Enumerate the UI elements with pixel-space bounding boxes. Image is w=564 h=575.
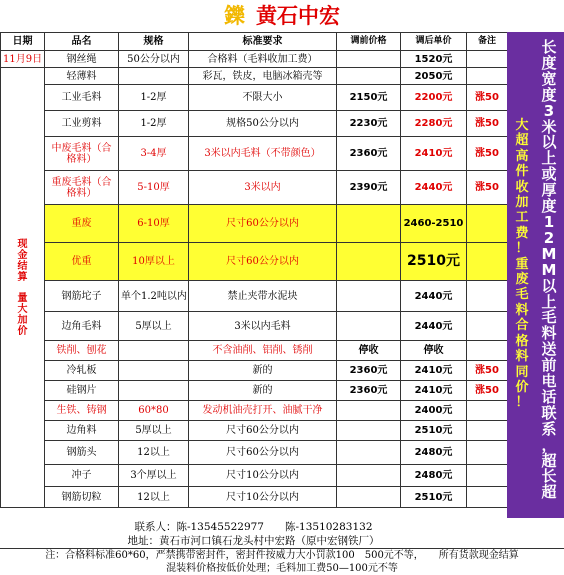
col-name: 品名	[45, 33, 119, 51]
table-row	[1, 341, 508, 361]
row-name: 硅钢片	[45, 381, 119, 401]
notice-char: 格	[515, 333, 529, 349]
table-row	[1, 361, 508, 381]
date-value: 11月9日	[1, 51, 45, 68]
notice-char: 3	[543, 101, 555, 120]
row-name: 生铁、铸钢	[45, 401, 119, 421]
table-row	[1, 281, 508, 312]
notice-char: 加	[515, 195, 529, 211]
notice-char: 2	[543, 228, 555, 247]
notice-char: 系	[541, 419, 557, 438]
row-spec: 5-10厚	[119, 171, 189, 205]
company-name: 黄石中宏	[256, 4, 341, 28]
table-row	[1, 51, 508, 68]
notice-char: 超	[541, 483, 557, 502]
notice-char: 以	[541, 133, 557, 152]
row-req: 3米以内毛料（不带颜色）	[189, 137, 337, 171]
notice-char: 米	[541, 117, 557, 136]
row-spec: 12以上	[119, 441, 189, 465]
row-before: 2360元	[337, 361, 401, 381]
row-after: 停收	[401, 341, 467, 361]
row-after: 2460-2510	[401, 205, 467, 243]
row-before	[337, 487, 401, 508]
row-note: 涨50	[467, 137, 508, 171]
row-note: 涨50	[467, 381, 508, 401]
table-row	[1, 312, 508, 341]
table-row-highlight	[1, 243, 508, 281]
notice-char: 超	[541, 451, 557, 470]
row-after: 2440元	[401, 281, 467, 312]
notice-char: 以	[541, 276, 557, 295]
row-name: 钢筋坨子	[45, 281, 119, 312]
table-row	[1, 465, 508, 487]
row-name: 轻薄料	[45, 68, 119, 85]
table-row	[1, 487, 508, 508]
row-after: 2510元	[401, 487, 467, 508]
row-after: 2410元	[401, 361, 467, 381]
row-after: 2280元	[401, 111, 467, 137]
row-name: 工业毛料	[45, 85, 119, 111]
footnote	[0, 548, 564, 575]
notice-char: 件	[515, 164, 529, 180]
row-req: 新的	[189, 381, 337, 401]
row-req: 尺寸60公分以内	[189, 205, 337, 243]
row-name: 工业剪料	[45, 111, 119, 137]
row-after: 2440元	[401, 312, 467, 341]
footnote-line-2: 混装料价格按低价处理；毛料加工费50—100元不等	[166, 563, 398, 574]
table-row	[1, 441, 508, 465]
row-name: 冷轧板	[45, 361, 119, 381]
notice-char: 上	[541, 292, 557, 311]
row-req: 3米以内毛料	[189, 312, 337, 341]
notice-char: 料	[541, 324, 557, 343]
row-before: 2390元	[337, 171, 401, 205]
row-after: 2410元	[401, 137, 467, 171]
row-after: 2050元	[401, 68, 467, 85]
notice-column-left	[513, 118, 531, 411]
row-req: 规格50公分以内	[189, 111, 337, 137]
notice-char: 电	[541, 372, 557, 391]
row-note	[467, 205, 508, 243]
col-spec: 规格	[119, 33, 189, 51]
row-note	[467, 465, 508, 487]
row-note	[467, 441, 508, 465]
row-req: 合格料（毛料收加工费）	[189, 51, 337, 68]
row-before	[337, 281, 401, 312]
notice-char: 1	[543, 212, 555, 231]
row-before	[337, 465, 401, 487]
notice-char: 长	[541, 38, 557, 56]
row-spec	[119, 68, 189, 85]
row-spec: 1-2厚	[119, 85, 189, 111]
notice-char: M	[541, 260, 557, 279]
row-req: 尺寸10公分以内	[189, 465, 337, 487]
row-note: 涨50	[467, 361, 508, 381]
table-header	[1, 33, 508, 51]
table-row	[1, 137, 508, 171]
side-text: 现 金 结 算 量 大 加 价	[1, 68, 45, 508]
notice-char: 话	[541, 387, 557, 406]
row-req: 尺寸60公分以内	[189, 421, 337, 441]
notice-char: 价	[515, 379, 529, 395]
table-row	[1, 421, 508, 441]
row-name: 铁削、刨花	[45, 341, 119, 361]
row-before: 停收	[337, 341, 401, 361]
row-name: 钢筋切粒	[45, 487, 119, 508]
notice-char: 大	[515, 118, 529, 133]
notice-char: 收	[515, 179, 529, 195]
notice-char: ！	[515, 395, 529, 411]
row-after: 2480元	[401, 465, 467, 487]
notice-char: M	[541, 244, 557, 263]
price-table	[0, 32, 508, 508]
row-spec: 50公分以内	[119, 51, 189, 68]
row-spec: 5厚以上	[119, 421, 189, 441]
row-spec: 3-4厚	[119, 137, 189, 171]
row-req: 彩瓦，铁皮，电脑冰箱壳等	[189, 68, 337, 85]
notice-char: 重	[515, 256, 529, 272]
notice-char: 毛	[515, 287, 529, 303]
row-after: 2440元	[401, 171, 467, 205]
row-spec	[119, 341, 189, 361]
header	[0, 0, 564, 32]
row-note	[467, 243, 508, 281]
row-name: 边角料	[45, 421, 119, 441]
side-notice-panel	[507, 32, 564, 518]
row-spec: 5厚以上	[119, 312, 189, 341]
row-note	[467, 341, 508, 361]
col-date: 日期	[1, 33, 45, 51]
row-after: 2480元	[401, 441, 467, 465]
notice-char: 废	[515, 272, 529, 288]
col-note: 备注	[467, 33, 508, 51]
col-before: 调前价格	[337, 33, 401, 51]
contact-line: 联系人：陈-13545522977 陈-13510283132	[134, 521, 373, 533]
table-row	[1, 171, 508, 205]
table-row	[1, 111, 508, 137]
row-note	[467, 312, 508, 341]
row-req: 不限大小	[189, 85, 337, 111]
notice-char: 工	[515, 210, 529, 226]
notice-char: ，	[541, 435, 557, 454]
row-req: 禁止夹带水泥块	[189, 281, 337, 312]
notice-char: 宽	[541, 69, 557, 88]
row-note	[467, 51, 508, 68]
row-note	[467, 68, 508, 85]
footnote-line-1: 注：合格料标准60*60，严禁携带密封件，密封件按威力大小罚款100 500元不等， 所有货款现金结算	[45, 550, 519, 561]
row-before: 2360元	[337, 137, 401, 171]
row-after: 2510元	[401, 243, 467, 281]
row-before	[337, 441, 401, 465]
row-before	[337, 51, 401, 68]
notice-char: 度	[541, 197, 557, 216]
notice-char: 度	[541, 85, 557, 104]
row-spec: 1-2厚	[119, 111, 189, 137]
row-spec: 单个1.2吨以内	[119, 281, 189, 312]
notice-char: 合	[515, 318, 529, 334]
row-req: 发动机油壳打开、油腻干净	[189, 401, 337, 421]
row-name: 边角毛料	[45, 312, 119, 341]
company-logo: 鑠	[223, 3, 245, 28]
notice-char: ！	[515, 241, 529, 257]
row-req: 3米以内	[189, 171, 337, 205]
table-row	[1, 85, 508, 111]
row-req: 尺寸10公分以内	[189, 487, 337, 508]
notice-char: 料	[515, 302, 529, 318]
notice-char: 度	[541, 53, 557, 72]
notice-char: 上	[541, 149, 557, 168]
row-name: 钢筋头	[45, 441, 119, 465]
row-note: 涨50	[467, 171, 508, 205]
row-name: 重废	[45, 205, 119, 243]
notice-char: 高	[515, 148, 529, 164]
row-spec: 3个厚以上	[119, 465, 189, 487]
notice-char: 料	[515, 349, 529, 365]
row-req: 新的	[189, 361, 337, 381]
notice-char: 超	[515, 133, 529, 149]
row-before: 2150元	[337, 85, 401, 111]
address-line: 地址：黄石市河口镇石龙头村中宏路（原中宏钢铁厂）	[127, 535, 380, 547]
row-name: 优重	[45, 243, 119, 281]
row-req: 不含油削、铝削、锈削	[189, 341, 337, 361]
row-name: 钢丝绳	[45, 51, 119, 68]
row-name: 中废毛料（合格料）	[45, 137, 119, 171]
row-note	[467, 487, 508, 508]
row-spec: 10厚以上	[119, 243, 189, 281]
notice-column-right	[540, 40, 558, 501]
notice-char: 送	[541, 340, 557, 359]
row-spec	[119, 361, 189, 381]
row-req: 尺寸60公分以内	[189, 243, 337, 281]
notice-char: 长	[541, 467, 557, 486]
row-before	[337, 243, 401, 281]
notice-char: 费	[515, 225, 529, 241]
col-req: 标准要求	[189, 33, 337, 51]
row-note	[467, 401, 508, 421]
row-before	[337, 401, 401, 421]
row-after: 2200元	[401, 85, 467, 111]
table-row-highlight	[1, 205, 508, 243]
row-before: 2230元	[337, 111, 401, 137]
notice-char: 联	[541, 403, 557, 422]
row-note	[467, 421, 508, 441]
row-name: 重废毛料（合格料）	[45, 171, 119, 205]
row-req: 尺寸60公分以内	[189, 441, 337, 465]
notice-char: 同	[515, 364, 529, 380]
row-after: 2410元	[401, 381, 467, 401]
row-spec	[119, 381, 189, 401]
row-after: 1520元	[401, 51, 467, 68]
notice-char: 厚	[541, 181, 557, 200]
row-spec: 12以上	[119, 487, 189, 508]
row-note	[467, 281, 508, 312]
notice-char: 毛	[541, 308, 557, 327]
row-spec: 60*80	[119, 401, 189, 421]
row-before	[337, 68, 401, 85]
table-row	[1, 68, 508, 85]
row-after: 2510元	[401, 421, 467, 441]
table-row	[1, 381, 508, 401]
row-before	[337, 312, 401, 341]
table-row	[1, 401, 508, 421]
row-after: 2400元	[401, 401, 467, 421]
col-after: 调后单价	[401, 33, 467, 51]
row-name: 冲子	[45, 465, 119, 487]
row-note: 涨50	[467, 111, 508, 137]
notice-char: 前	[541, 356, 557, 375]
row-before: 2360元	[337, 381, 401, 401]
row-spec: 6-10厚	[119, 205, 189, 243]
row-before	[337, 205, 401, 243]
notice-char: 或	[541, 165, 557, 184]
row-before	[337, 421, 401, 441]
row-note: 涨50	[467, 85, 508, 111]
